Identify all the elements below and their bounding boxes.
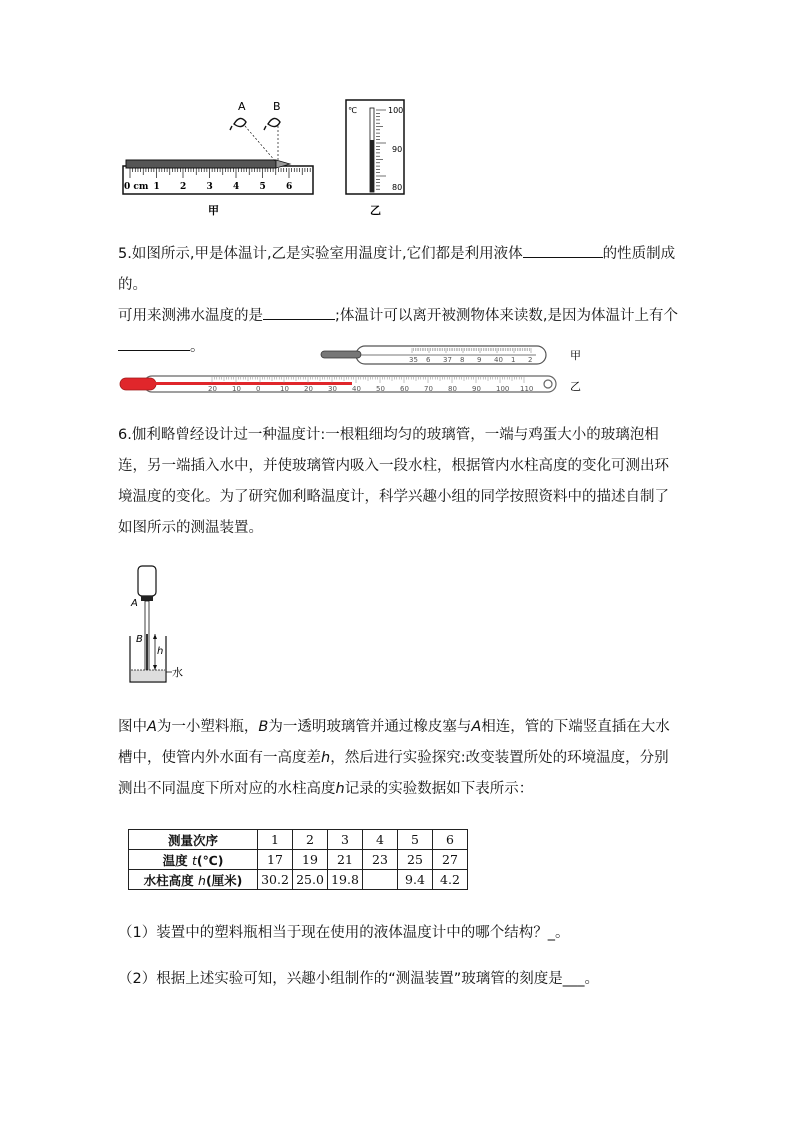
q5-text-5: 。 xyxy=(190,339,205,355)
table-cell: 17 xyxy=(258,850,293,870)
ruler-label: 5 xyxy=(259,182,266,192)
table-cell: 3 xyxy=(328,830,363,850)
sub-question-1 xyxy=(118,918,678,949)
tank-water xyxy=(131,670,165,681)
q5-text-3: 可用来测沸水温度的是 xyxy=(118,308,263,324)
sub-question-2 xyxy=(118,964,678,995)
label-b: B xyxy=(136,634,143,645)
thermo-label-100: 100 xyxy=(388,106,404,115)
table-cell: 5 xyxy=(398,830,433,850)
row-label-height: 水柱高度 h(厘米) xyxy=(129,870,258,890)
body-scale-label: 8 xyxy=(460,356,465,364)
desc-a: A xyxy=(147,719,157,735)
table-cell: 4.2 xyxy=(433,870,468,890)
point-b-label: B xyxy=(273,100,281,113)
label-h: h xyxy=(157,646,164,657)
lab-scale-label: 80 xyxy=(448,385,457,393)
row-label-temperature: 温度 t(℃) xyxy=(129,850,258,870)
point-a-label: A xyxy=(238,100,246,113)
lab-scale-label: 60 xyxy=(400,385,409,393)
ruler-label: 2 xyxy=(180,182,187,192)
ruler-label: 6 xyxy=(286,182,293,192)
figure-ruler-thermometer xyxy=(118,96,418,221)
thermometer-liquid xyxy=(370,140,374,192)
desc-part: 为一透明玻璃管并通过橡皮塞与 xyxy=(268,719,472,735)
table-row xyxy=(129,830,468,850)
desc-part: 相连，管的下端竖直插在大水槽中，使管内外水面有一高度差 xyxy=(118,719,670,766)
table-cell: 25 xyxy=(398,850,433,870)
figure-two-thermometers xyxy=(116,340,596,400)
lab-scale-label: 90 xyxy=(472,385,481,393)
ruler-label: 1 xyxy=(153,182,160,192)
label-a: A xyxy=(131,598,138,609)
table-cell: 4 xyxy=(363,830,398,850)
q5-text-2: 的性质制成的。 xyxy=(118,246,676,293)
body-scale-label: 1 xyxy=(511,356,516,364)
rubber-stopper xyxy=(141,596,153,601)
table-cell: 25.0 xyxy=(293,870,328,890)
figure-galileo-device xyxy=(124,562,204,688)
eye-b-icon xyxy=(264,118,280,130)
desc-part: 记录的实验数据如下表所示： xyxy=(344,781,534,797)
lab-scale-label: 40 xyxy=(352,385,361,393)
lab-scale-label: 70 xyxy=(424,385,433,393)
desc-part: 为一小塑料瓶， xyxy=(156,719,259,735)
desc-a: A xyxy=(471,719,482,735)
body-scale-label: 40 xyxy=(494,356,503,364)
lab-scale-label: 20 xyxy=(208,385,217,393)
table-cell: 27 xyxy=(433,850,468,870)
desc-part: ，然后进行实验探究:改变装置所处的环境温度，分别测出不同温度下所对应的水柱高度 xyxy=(118,750,669,797)
clinical-bulb xyxy=(321,351,361,358)
desc-b: B xyxy=(258,719,269,735)
lab-scale-label: 10 xyxy=(232,385,241,393)
table-cell: 19 xyxy=(293,850,328,870)
ruler-label: 3 xyxy=(206,182,213,192)
data-table xyxy=(128,829,468,890)
sight-line-a xyxy=(245,126,276,162)
label-jia: 甲 xyxy=(570,349,581,362)
body-scale-label: 35 xyxy=(409,356,418,364)
sub-question-1-text: （1）装置中的塑料瓶相当于现在使用的液体温度计中的哪个结构？_。 xyxy=(118,925,570,941)
table-cell: 6 xyxy=(433,830,468,850)
eye-a-icon xyxy=(230,118,246,130)
body-scale-label: 37 xyxy=(443,356,452,364)
label-water: 水 xyxy=(172,666,183,679)
thermometer-unit: ℃ xyxy=(348,106,357,115)
ruler-rod xyxy=(126,160,276,168)
question-6 xyxy=(118,420,678,544)
desc-h: h xyxy=(335,781,345,797)
ruler-label: 0 cm xyxy=(124,182,149,192)
table-cell: 2 xyxy=(293,830,328,850)
lab-scale-label: 30 xyxy=(328,385,337,393)
lab-scale-label: 110 xyxy=(520,385,534,393)
desc-part: 图中 xyxy=(118,719,147,735)
thermo-label-90: 90 xyxy=(392,145,403,154)
table-row xyxy=(129,850,468,870)
lab-bulb xyxy=(120,378,156,390)
table-cell: 19.8 xyxy=(328,870,363,890)
q5-text-4: ;体温计可以离开被测物体来读数,是因为体温计上有个 xyxy=(335,308,678,324)
body-scale-label: 2 xyxy=(528,356,533,364)
lab-scale-label: 20 xyxy=(304,385,313,393)
table-row xyxy=(129,870,468,890)
q5-blank-2 xyxy=(263,303,335,320)
q6-description xyxy=(118,712,678,805)
lab-liquid-column xyxy=(152,382,352,385)
table-cell: 9.4 xyxy=(398,870,433,890)
plastic-bottle xyxy=(138,566,156,596)
q6-text: 6.伽利略曾经设计过一种温度计:一根粗细均匀的玻璃管，一端与鸡蛋大小的玻璃泡相连，另一端插入水中，并使玻璃管内吸入一段水柱，根据管内水柱高度的变化可测出环境温度的变化。为了研究伽利略温度计，科学兴趣小组的同学按照资料中的描述自制了如图所示的测温装置。 xyxy=(118,427,669,536)
body-scale-label: 9 xyxy=(477,356,482,364)
table-cell xyxy=(363,870,398,890)
body-scale-label: 6 xyxy=(426,356,431,364)
caption-jia: 甲 xyxy=(208,204,219,217)
ruler-label: 4 xyxy=(233,182,240,192)
label-yi: 乙 xyxy=(570,380,581,393)
desc-h: h xyxy=(321,750,331,766)
table-cell: 21 xyxy=(328,850,363,870)
table-cell: 23 xyxy=(363,850,398,870)
lab-scale-label: 50 xyxy=(376,385,385,393)
lab-scale-label: 100 xyxy=(496,385,510,393)
table-cell: 1 xyxy=(258,830,293,850)
table-cell: 30.2 xyxy=(258,870,293,890)
thermo-label-80: 80 xyxy=(392,183,403,192)
row-label-order: 测量次序 xyxy=(129,830,258,850)
q5-blank-1 xyxy=(523,241,603,258)
sub-question-2-text: （2）根据上述实验可知，兴趣小组制作的“测温装置”玻璃管的刻度是___。 xyxy=(118,971,599,987)
q5-text-1: 5.如图所示,甲是体温计,乙是实验室用温度计,它们都是利用液体 xyxy=(118,246,523,262)
caption-yi: 乙 xyxy=(370,204,381,217)
lab-scale-label: 0 xyxy=(256,385,261,393)
lab-scale-label: 10 xyxy=(280,385,289,393)
